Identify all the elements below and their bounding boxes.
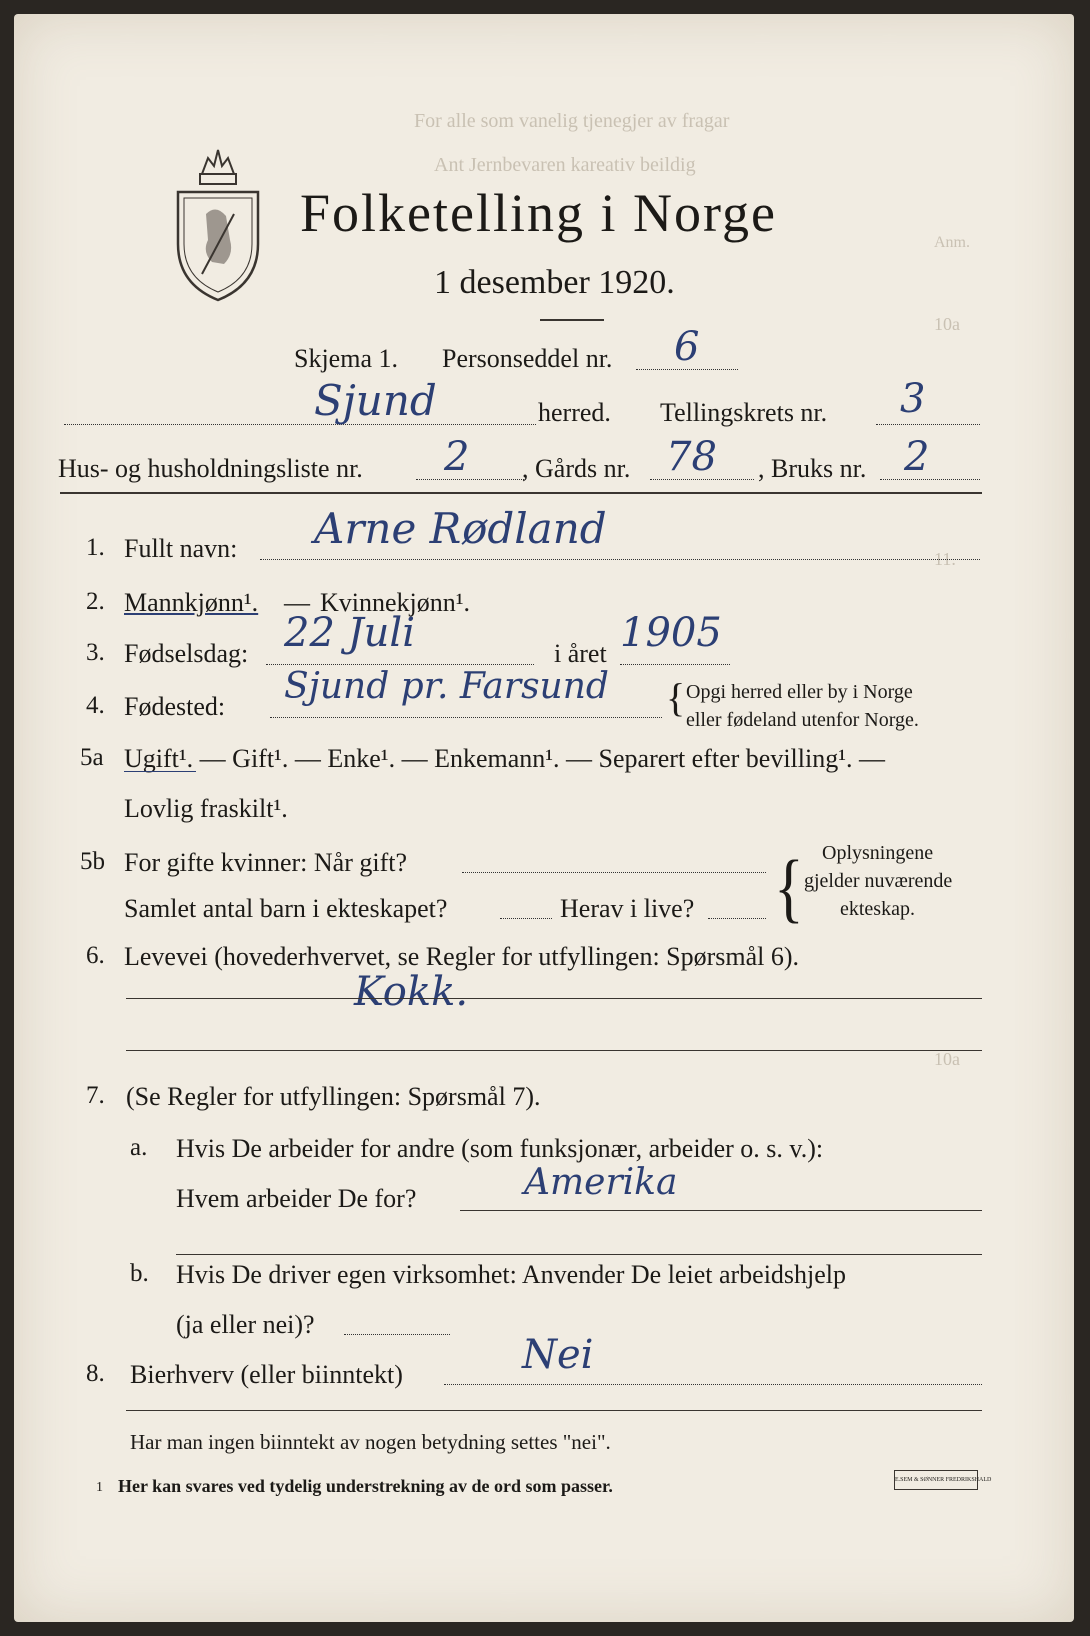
footnote-marker: 1: [96, 1480, 103, 1495]
q7b-letter: b.: [130, 1260, 149, 1287]
occupation-value[interactable]: Kokk.: [354, 969, 469, 1015]
marriage-note-3: ekteskap.: [840, 898, 915, 920]
birthday-field-line: [266, 664, 534, 665]
bruks-number[interactable]: 2: [904, 434, 930, 480]
q3-number: 3.: [86, 639, 105, 666]
year-label: i året: [554, 639, 607, 668]
hus-field-line: [416, 479, 524, 480]
alive-field-line: [708, 918, 766, 919]
tellingskrets-label: Tellingskrets nr.: [660, 398, 828, 427]
when-married-field-line: [462, 872, 766, 873]
footnote: Her kan svares ved tydelig understrekning av de ord som passer.: [118, 1476, 613, 1496]
personseddel-label: Personseddel nr.: [442, 344, 613, 373]
bleed-through-text: 10a: [934, 314, 960, 334]
year-field-line: [620, 664, 730, 665]
birthday-value[interactable]: 22 Juli: [284, 610, 415, 656]
hus-label: Hus- og husholdningsliste nr.: [58, 454, 363, 483]
male-option[interactable]: Mannkjønn¹.: [124, 588, 259, 617]
bleed-through-text: Ant Jernbevaren kareativ beildig: [434, 154, 696, 176]
full-name-value[interactable]: Arne Rødland: [314, 504, 607, 553]
q4-number: 4.: [86, 692, 105, 719]
q8-label: Bierhverv (eller biinntekt): [130, 1360, 403, 1389]
q7a-letter: a.: [130, 1134, 148, 1161]
q7b-line2: (ja eller nei)?: [176, 1310, 315, 1339]
tellingskrets-number[interactable]: 3: [900, 376, 926, 422]
birthplace-value[interactable]: Sjund pr. Farsund: [284, 666, 609, 707]
form-title: Folketelling i Norge: [300, 183, 777, 243]
printer-stamp: E.SEM & SØNNER FREDRIKSHALD: [894, 1470, 978, 1490]
hus-number[interactable]: 2: [444, 434, 470, 480]
bleed-through-text: 10a: [934, 1049, 960, 1069]
q1-number: 1.: [86, 534, 105, 561]
census-form: [14, 14, 1074, 1622]
children-field-line: [500, 918, 552, 919]
herred-label: herred.: [538, 398, 611, 427]
female-option[interactable]: Kvinnekjønn¹.: [320, 588, 471, 617]
tellingskrets-field-line: [876, 424, 980, 425]
brace-icon: {: [666, 675, 686, 720]
brace-icon: {: [774, 845, 804, 931]
gards-label: , Gårds nr.: [522, 454, 631, 483]
q6-number: 6.: [86, 942, 105, 969]
divider: [540, 319, 604, 321]
employer-field-line: [460, 1210, 982, 1211]
gards-number[interactable]: 78: [666, 434, 717, 480]
q5b-number: 5b: [80, 848, 105, 875]
side-income-value[interactable]: Nei: [522, 1332, 594, 1378]
q1-label: Fullt navn:: [124, 534, 238, 563]
birth-year-value[interactable]: 1905: [620, 610, 722, 656]
when-married-label: For gifte kvinner: Når gift?: [124, 848, 408, 877]
q3-label: Fødselsdag:: [124, 639, 249, 668]
census-date: 1 desember 1920.: [434, 264, 675, 301]
bleed-through-text: Anm.: [934, 234, 970, 251]
q1-field-line: [260, 559, 980, 560]
personseddel-number[interactable]: 6: [674, 324, 700, 370]
footer-note: Har man ingen biinntekt av nogen betydning settes "nei".: [130, 1430, 611, 1454]
bruks-field-line: [880, 479, 980, 480]
occupation-field-line: [126, 998, 982, 999]
birthplace-field-line: [270, 717, 662, 718]
marital-status-options[interactable]: Ugift¹. — Gift¹. — Enke¹. — Enkemann¹. — Separert efter bevilling¹. —: [124, 744, 886, 773]
alive-label: Herav i live?: [560, 894, 695, 923]
bruks-label: , Bruks nr.: [758, 454, 867, 483]
birthplace-note-2: eller fødeland utenfor Norge.: [686, 709, 919, 731]
q8-number: 8.: [86, 1360, 105, 1387]
q5a-number: 5a: [80, 744, 104, 771]
bottom-divider: [126, 1410, 982, 1411]
q6-label: Levevei (hovederhvervet, se Regler for utfyllingen: Spørsmål 6).: [124, 942, 800, 971]
bleed-through-text: For alle som vanelig tjenegjer av fragar: [414, 110, 730, 132]
herred-field-line: [64, 424, 536, 425]
q7-number: 7.: [86, 1082, 105, 1109]
q7b-line1: Hvis De driver egen virksomhet: Anvender De leiet arbeidshjelp: [176, 1260, 847, 1289]
employer-value[interactable]: Amerika: [524, 1162, 678, 1203]
coat-of-arms-icon: [172, 144, 264, 304]
side-income-field-line: [444, 1384, 982, 1385]
children-label: Samlet antal barn i ekteskapet?: [124, 894, 448, 923]
ugift-underline: [124, 771, 196, 772]
q7a-line1: Hvis De arbeider for andre (som funksjonær, arbeider o. s. v.):: [176, 1134, 824, 1163]
birthplace-note-1: Opgi herred eller by i Norge: [686, 681, 913, 703]
occupation-field-line-2: [126, 1050, 982, 1051]
bleed-through-text: 11.: [934, 549, 956, 569]
q4-label: Fødested:: [124, 692, 226, 721]
hired-help-field-line: [344, 1334, 450, 1335]
marriage-note-1: Oplysningene: [822, 842, 934, 864]
q2-number: 2.: [86, 588, 105, 615]
sex-separator: —: [284, 588, 310, 617]
q7-label: (Se Regler for utfyllingen: Spørsmål 7).: [126, 1082, 541, 1111]
header-divider: [60, 492, 982, 494]
herred-name[interactable]: Sjund: [314, 376, 437, 425]
marriage-note-2: gjelder nuværende: [804, 870, 953, 892]
divorced-option[interactable]: Lovlig fraskilt¹.: [124, 794, 288, 823]
employer-field-line-2: [176, 1254, 982, 1255]
q7a-line2: Hvem arbeider De for?: [176, 1184, 417, 1213]
schema-label: Skjema 1.: [294, 344, 398, 373]
